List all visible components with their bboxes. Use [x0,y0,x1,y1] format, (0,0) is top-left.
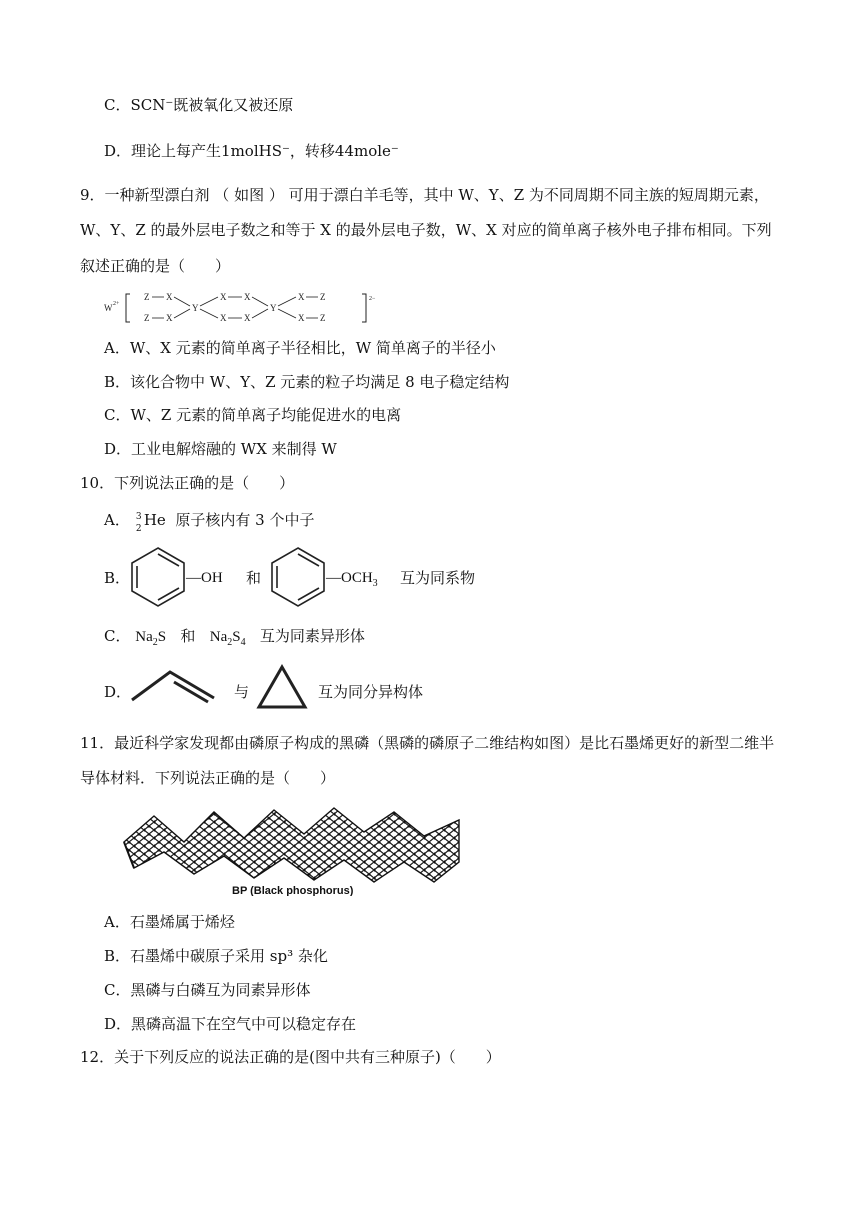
q10-option-d-prefix: D． [104,683,132,701]
q9-x-bottom-1: X [166,313,173,323]
q9-cation-charge: 2+ [113,301,120,307]
q10-b-och3 [326,568,378,594]
q10-a-atomic-number: 2 [135,524,142,534]
q9-cation-label: W [104,303,113,313]
q10-a-prefix: A． [104,511,130,529]
q10-option-b-prefix: B． [104,569,131,587]
q9-structure-formula [104,288,394,328]
q9-y-2: Y [270,303,277,313]
q9-x-bottom-3: X [244,313,251,323]
q10-a-symbol: He [143,511,166,529]
benzene-ring-2-icon [268,546,328,608]
q10-c-na1-sub: 2 [152,637,158,648]
q9-z-bottom: Z [144,313,150,323]
cyclopropane-icon [256,664,308,710]
q11-option-c: C．黑磷与白磷互为同素异形体 [104,981,311,999]
q9-option-c: C．W、Z 元素的简单离子均能促进水的电离 [104,406,402,424]
q10-c-na2-sub: 2 [227,637,233,648]
q10-b-and: 和 [246,569,262,587]
q9-x-bottom-4: X [298,313,305,323]
q9-stem-line3: 叙述正确的是（ ） [80,257,231,275]
q10-c-na2s [135,629,167,648]
q10-c-na2s4 [209,629,246,648]
q10-c-na1: Na [135,629,153,645]
bp-figure-caption: BP (Black phosphorus) [232,885,354,896]
q9-z-top: Z [144,292,150,302]
q9-anion-charge: 2− [369,296,376,302]
q11-option-a: A．石墨烯属于烯烃 [104,913,235,931]
q9-y-1: Y [192,303,199,313]
black-phosphorus-structure-figure [114,802,466,896]
q9-option-b: B．该化合物中 W、Y、Z 元素的粒子均满足 8 电子稳定结构 [104,373,510,391]
q9-z-top-2: Z [320,292,326,302]
q9-stem-line2: W、Y、Z 的最外层电子数之和等于 X 的最外层电子数，W、X 对应的简单离子核外电子排布相同。下列 [80,221,772,239]
q9-x-bottom-2: X [220,313,227,323]
q11-option-b: B．石墨烯中碳原子采用 sp³ 杂化 [104,947,328,965]
q12-stem: 12．关于下列反应的说法正确的是(图中共有三种原子)（ ） [80,1048,501,1066]
q10-c-s1: S [157,629,167,645]
q10-d-text: 互为同分异构体 [318,683,424,701]
q10-b-text: 互为同系物 [400,569,476,587]
q9-x-top-3: X [244,292,251,302]
q10-c-text: 互为同素异形体 [259,627,365,645]
q9-option-a: A．W、X 元素的简单离子半径相比，W 简单离子的半径小 [104,339,496,357]
q10-c-prefix: C． [104,627,131,645]
q10-c-s2-sub: 4 [240,637,246,648]
q11-option-d: D．黑磷高温下在空气中可以稳定存在 [104,1015,357,1033]
q10-b-oh: —OH [186,570,223,586]
q10-c-na2: Na [209,629,228,645]
q10-b-och-text: —OCH [326,570,373,586]
q9-z-bottom-2: Z [320,313,326,323]
q9-x-top-4: X [298,292,305,302]
benzene-ring-1-icon [128,546,188,608]
q10-option-c [104,626,365,653]
q8-option-c: C．SCN⁻既被氧化又被还原 [104,96,294,114]
q10-a-text: 原子核内有 3 个中子 [175,511,315,529]
q10-c-s2: S [232,629,241,645]
q10-d-and: 与 [234,683,250,701]
q9-x-top-1: X [166,292,173,302]
q9-x-top-2: X [220,292,227,302]
q10-stem: 10．下列说法正确的是（ ） [80,474,295,492]
propene-skeleton-icon [130,666,216,706]
q11-stem-line1: 11．最近科学家发现都由磷原子构成的黑磷（黑磷的磷原子二维结构如图）是比石墨烯更好的新型二维半 [80,734,775,752]
q11-stem-line2: 导体材料．下列说法正确的是（ ） [80,769,336,787]
q10-b-och-sub: 3 [372,578,378,589]
q9-option-d: D．工业电解熔融的 WX 来制得 W [104,440,337,458]
q8-option-d: D．理论上每产生1molHS⁻，转移44mole⁻ [104,142,399,160]
q10-c-and: 和 [180,627,196,645]
q10-option-a [104,510,315,534]
q9-stem-line1: 9．一种新型漂白剂 （ 如图 ） 可用于漂白羊毛等，其中 W、Y、Z 为不同周期不同主族的短周期元素， [80,186,769,204]
q10-a-mass-number: 3 [135,512,142,522]
